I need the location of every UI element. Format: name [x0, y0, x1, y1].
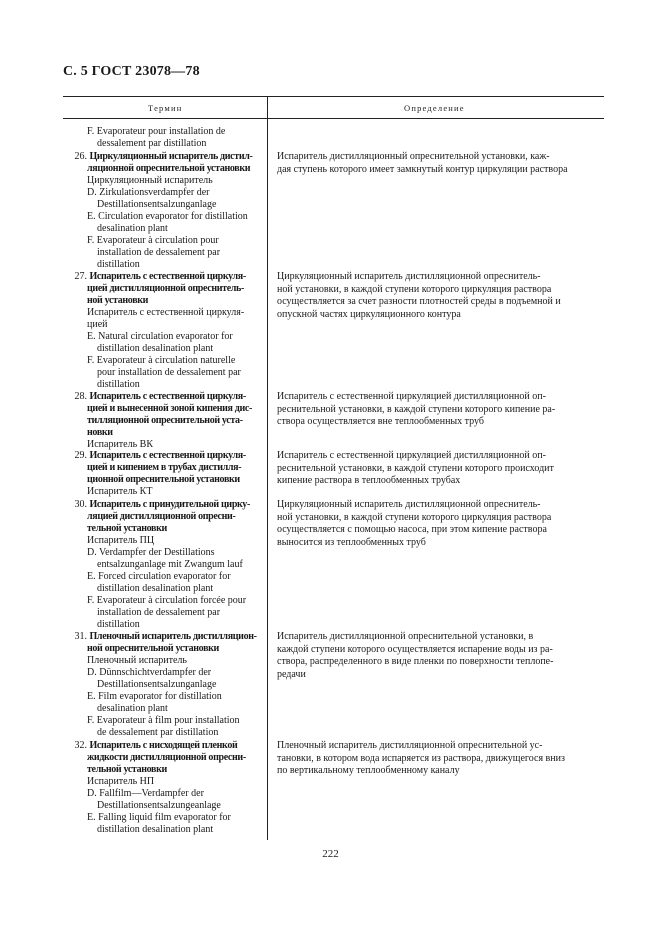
- definition-line: реснительной установки, в каждой ступени которого кипение ра-: [277, 403, 556, 415]
- term-title: Испаритель с принудительной цирку-: [89, 499, 250, 510]
- foreign-term: E. Circulation evaporator for distillation: [87, 211, 248, 222]
- foreign-term: de dessalement par distillation: [97, 727, 219, 738]
- definition-line: по вертикальному теплообменному каналу: [277, 765, 460, 776]
- entry-number: 30.: [74, 499, 87, 510]
- definition-29: [277, 450, 600, 488]
- term-title: цией дистилляционной опреснитель-: [87, 283, 244, 294]
- definition-line: кипение раствора в теплообменных трубах: [277, 475, 461, 486]
- definition-line: выносится из теплообменных труб: [277, 536, 426, 548]
- term-title: ной опреснительной установки: [87, 643, 219, 654]
- foreign-term: distillation: [97, 619, 140, 630]
- lead-line: dessalement par distillation: [97, 138, 207, 149]
- definition-line: Испаритель с естественной циркуляцией дистилляционной оп-: [277, 450, 546, 461]
- foreign-term: D. Verdampfer der Destillations: [87, 547, 215, 558]
- definition-line: ной установки, в каждой ступени которого циркуляция раствора: [277, 283, 552, 295]
- definition-line: тановки, в котором вода испаряется из раствора, движущегося вниз: [277, 752, 565, 764]
- definition-line: Пленочный испаритель дистилляционной опреснительной ус-: [277, 740, 543, 751]
- definition-30: [277, 499, 600, 549]
- lead-entry: [63, 126, 267, 150]
- definition-27: [277, 271, 600, 321]
- foreign-term: E. Falling liquid film evaporator for: [87, 812, 231, 823]
- entry-number: 32.: [74, 740, 87, 751]
- foreign-term: installation de dessalement par: [97, 607, 221, 618]
- foreign-term: Destillationsentsalzunganlage: [97, 199, 217, 210]
- foreign-term: Destillationsentsalzungeanlage: [97, 800, 221, 811]
- short-form: Испаритель с естественной циркуля-: [87, 307, 245, 318]
- term-title: ционной опреснительной установки: [87, 474, 240, 485]
- foreign-term: D. Dünnschichtverdampfer der: [87, 667, 212, 678]
- definition-line: осуществляется с помощью насоса, при этом кипение раствора: [277, 524, 547, 535]
- column-divider: [267, 96, 268, 840]
- foreign-term: distillation: [97, 259, 140, 270]
- definition-31: [277, 631, 600, 681]
- term-title: тилляционной опреснительной уста-: [87, 415, 243, 426]
- foreign-term: F. Evaporateur à circulation naturelle: [87, 355, 236, 366]
- foreign-term: entsalzunganlage mit Zwangum lauf: [97, 559, 243, 570]
- definition-32: [277, 740, 600, 778]
- entry-number: 31.: [74, 631, 87, 642]
- short-form: Испаритель НП: [87, 776, 155, 787]
- definition-line: Циркуляционный испаритель дистилляционной опреснитель-: [277, 499, 541, 510]
- page-header: С. 5 ГОСТ 23078—78: [63, 64, 200, 79]
- definition-line: створа осуществляется вне теплообменных труб: [277, 416, 484, 427]
- foreign-term: F. Evaporateur à circulation pour: [87, 235, 219, 246]
- entry-number: 27.: [74, 271, 87, 282]
- definition-line: Испаритель дистилляционной опреснительной установки, в: [277, 631, 534, 642]
- term-entry-30: [63, 499, 267, 631]
- definition-line: реснительной установки, в каждой ступени которого происходит: [277, 462, 554, 474]
- definition-line: дая ступень которого имеет замкнутый контур циркуляции раствора: [277, 163, 568, 175]
- table-top-rule: [63, 96, 604, 97]
- foreign-term: E. Forced circulation evaporator for: [87, 571, 231, 582]
- foreign-term: F. Evaporateur à circulation forcée pour: [87, 595, 247, 606]
- short-form: Испаритель ПЦ: [87, 535, 155, 546]
- term-entry-31: [63, 631, 267, 739]
- foreign-term: distillation desalination plant: [97, 343, 214, 354]
- term-title: ной установки: [87, 295, 149, 306]
- term-entry-28: [63, 391, 267, 451]
- term-title: тельной установки: [87, 764, 167, 775]
- term-entry-29: [63, 450, 267, 498]
- definition-26: [277, 151, 600, 176]
- short-form: Пленочный испаритель: [87, 655, 187, 666]
- term-title: цией и кипением в трубах дистилля-: [87, 462, 242, 473]
- term-title: Испаритель с нисходящей пленкой: [89, 740, 238, 751]
- foreign-term: installation de dessalement par: [97, 247, 221, 258]
- term-title: Пленочный испаритель дистилляцион-: [89, 631, 257, 642]
- term-title: цией и вынесенной зоной кипения дис-: [87, 403, 252, 414]
- term-title: ляцией дистилляционной опресни-: [87, 511, 236, 522]
- term-title: новки: [87, 427, 113, 438]
- short-form: цией: [87, 319, 108, 330]
- foreign-term: distillation: [97, 379, 140, 390]
- definition-line: Испаритель с естественной циркуляцией дистилляционной оп-: [277, 391, 546, 402]
- definition-line: осуществляется за счет разности плотностей среды в подъемной и: [277, 296, 561, 307]
- term-entry-26: [63, 151, 267, 271]
- term-title: тельной установки: [87, 523, 167, 534]
- term-title: Циркуляционный испаритель дистил-: [89, 151, 253, 162]
- foreign-term: D. Fallfilm—Verdampfer der: [87, 788, 204, 799]
- definition-line: створа, распределенного в виде пленки по поверхности теплопе-: [277, 656, 554, 667]
- term-title: Испаритель с естественной циркуля-: [89, 391, 246, 402]
- column-header-term: Термин: [148, 103, 183, 113]
- column-header-definition: Определение: [404, 103, 465, 113]
- definition-28: [277, 391, 600, 429]
- term-title: Испаритель с естественной циркуля-: [89, 271, 246, 282]
- definition-line: Циркуляционный испаритель дистилляционной опреснитель-: [277, 271, 541, 282]
- definition-line: ной установки, в каждой ступени которого циркуляция раствора: [277, 511, 552, 523]
- term-entry-32: [63, 740, 267, 836]
- entry-number: 28.: [74, 391, 87, 402]
- header-bottom-rule: [63, 118, 604, 119]
- short-form: Испаритель ВК: [87, 439, 154, 450]
- short-form: Циркуляционный испаритель: [87, 175, 213, 186]
- definition-line: редачи: [277, 668, 306, 680]
- short-form: Испаритель КТ: [87, 486, 153, 497]
- foreign-term: desalination plant: [97, 223, 168, 234]
- foreign-term: pour installation de dessalement par: [97, 367, 241, 378]
- term-title: жидкости дистилляционной опресни-: [87, 752, 246, 763]
- term-title: Испаритель с естественной циркуля-: [89, 450, 246, 461]
- entry-number: 29.: [74, 450, 87, 461]
- foreign-term: E. Natural circulation evaporator for: [87, 331, 233, 342]
- foreign-term: F. Evaporateur à film pour installation: [87, 715, 240, 726]
- foreign-term: E. Film evaporator for distillation: [87, 691, 222, 702]
- definition-line: каждой ступени которого осуществляется испарение воды из ра-: [277, 643, 553, 655]
- term-title: ляционной опреснительной установки: [87, 163, 251, 174]
- lead-line: F. Evaporateur pour installation de: [87, 126, 226, 137]
- foreign-term: desalination plant: [97, 703, 168, 714]
- page-number: 222: [322, 848, 339, 860]
- foreign-term: distillation desalination plant: [97, 583, 214, 594]
- definition-line: Испаритель дистилляционный опреснительной установки, каж-: [277, 151, 550, 162]
- term-entry-27: [63, 271, 267, 391]
- entry-number: 26.: [74, 151, 87, 162]
- foreign-term: distillation desalination plant: [97, 824, 214, 835]
- definition-line: опускной частях циркуляционного контура: [277, 308, 461, 320]
- foreign-term: D. Zirkulationsverdampfer der: [87, 187, 210, 198]
- foreign-term: Destillationsentsalzunganlage: [97, 679, 217, 690]
